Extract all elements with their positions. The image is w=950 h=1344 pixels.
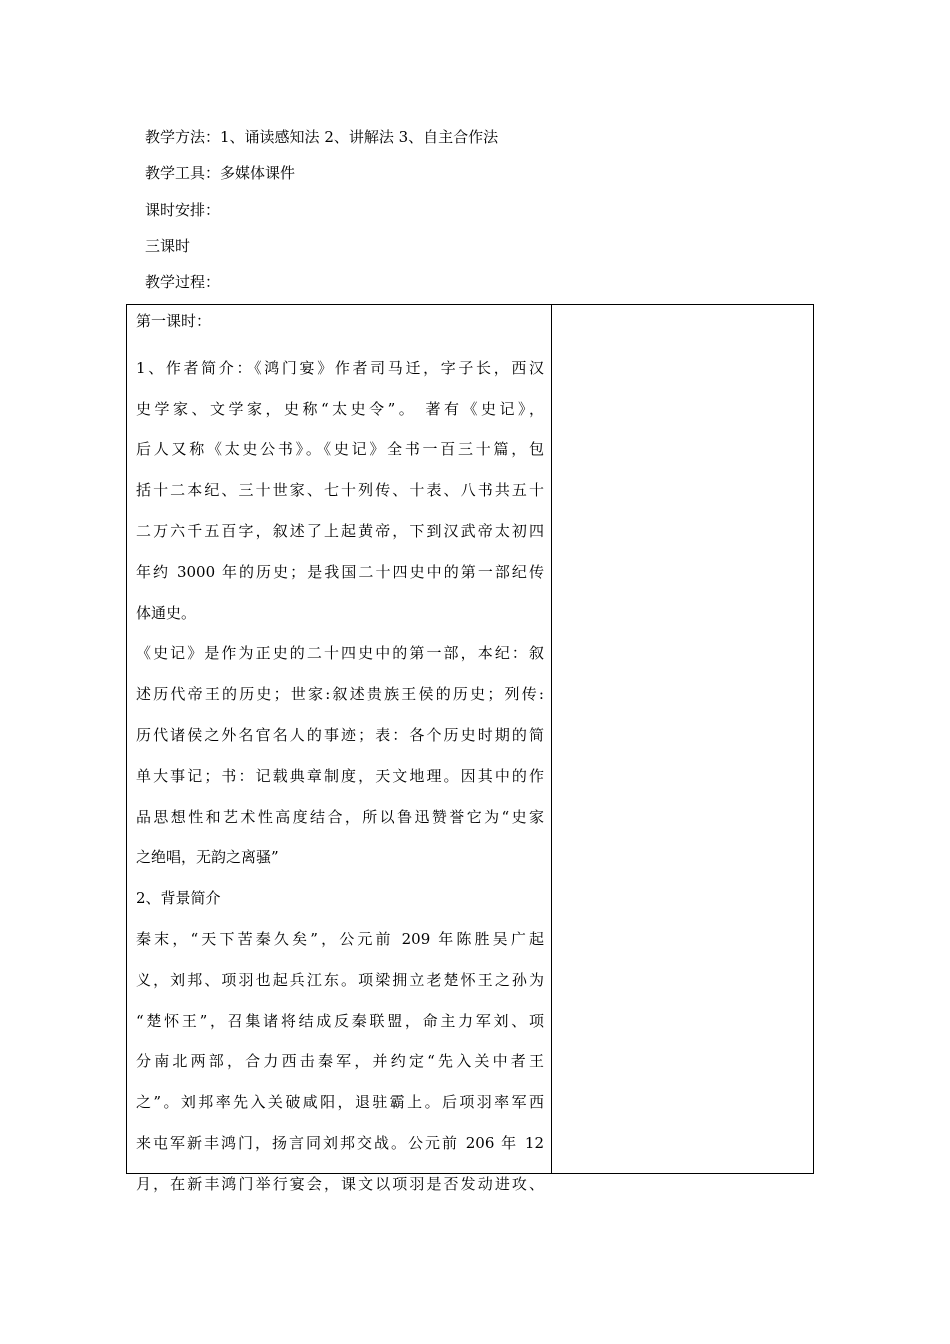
schedule-label: 课时安排：	[145, 201, 221, 219]
teaching-method-line: 教学方法：1、诵读感知法 2、讲解法 3、自主合作法	[145, 128, 499, 146]
lesson-content-cell	[136, 307, 544, 1205]
text-line: 二万六千五百字，叙述了上起黄帝，下到汉武帝太初四	[136, 521, 544, 540]
text-line: 历代诸侯之外名官名人的事迹；表：各个历史时期的简	[136, 725, 544, 744]
text-line: 年约 3000 年的历史；是我国二十四史中的第一部纪传	[136, 562, 544, 581]
text-line: “楚怀王”，召集诸将结成反秦联盟，命主力军刘、项	[136, 1011, 544, 1030]
text-line: 义，刘邦、项羽也起兵江东。项梁拥立老楚怀王之孙为	[136, 970, 544, 989]
text-line: 月，在新丰鸿门举行宴会，课文以项羽是否发动进攻、	[136, 1174, 544, 1193]
text-line: 分南北两部，合力西击秦军，并约定“先入关中者王	[136, 1052, 544, 1071]
schedule-value: 三课时	[145, 237, 191, 255]
text-line: 品思想性和艺术性高度结合，所以鲁迅赞誉它为“史家	[136, 807, 544, 826]
text-line: 述历代帝王的历史；世家:叙述贵族王侯的历史；列传:	[136, 685, 544, 704]
text-line: 后人又称《太史公书》。《史记》全书一百三十篇，包	[136, 440, 544, 459]
text-line: 来屯军新丰鸿门，扬言同刘邦交战。公元前 206 年 12	[136, 1133, 544, 1152]
text-line: 秦末，“天下苦秦久矣”，公元前 209 年陈胜吴广起	[136, 929, 544, 948]
text-line: 体通史。	[136, 603, 197, 622]
text-line: 《史记》是作为正史的二十四史中的第一部，本纪：叙	[136, 644, 544, 663]
text-line: 史学家、文学家，史称“太史令”。 著有《史记》，	[136, 399, 544, 418]
text-line: 之”。刘邦率先入关破咸阳，退驻霸上。后项羽率军西	[136, 1093, 544, 1112]
text-line: 1、作者简介：《鸿门宴》作者司马迁，字子长，西汉	[136, 358, 544, 377]
empty-notes-cell	[552, 305, 813, 1173]
text-line: 2、背景简介	[136, 889, 221, 908]
lesson-table	[126, 304, 814, 1193]
text-line: 单大事记；书：记载典章制度，天文地理。因其中的作	[136, 766, 544, 785]
process-label: 教学过程：	[145, 273, 221, 291]
text-line: 第一课时：	[136, 312, 212, 330]
teaching-tools-line: 教学工具：多媒体课件	[145, 164, 296, 182]
text-line: 之绝唱，无韵之离骚”	[136, 848, 279, 867]
text-line: 括十二本纪、三十世家、七十列传、十表、八书共五十	[136, 481, 544, 500]
